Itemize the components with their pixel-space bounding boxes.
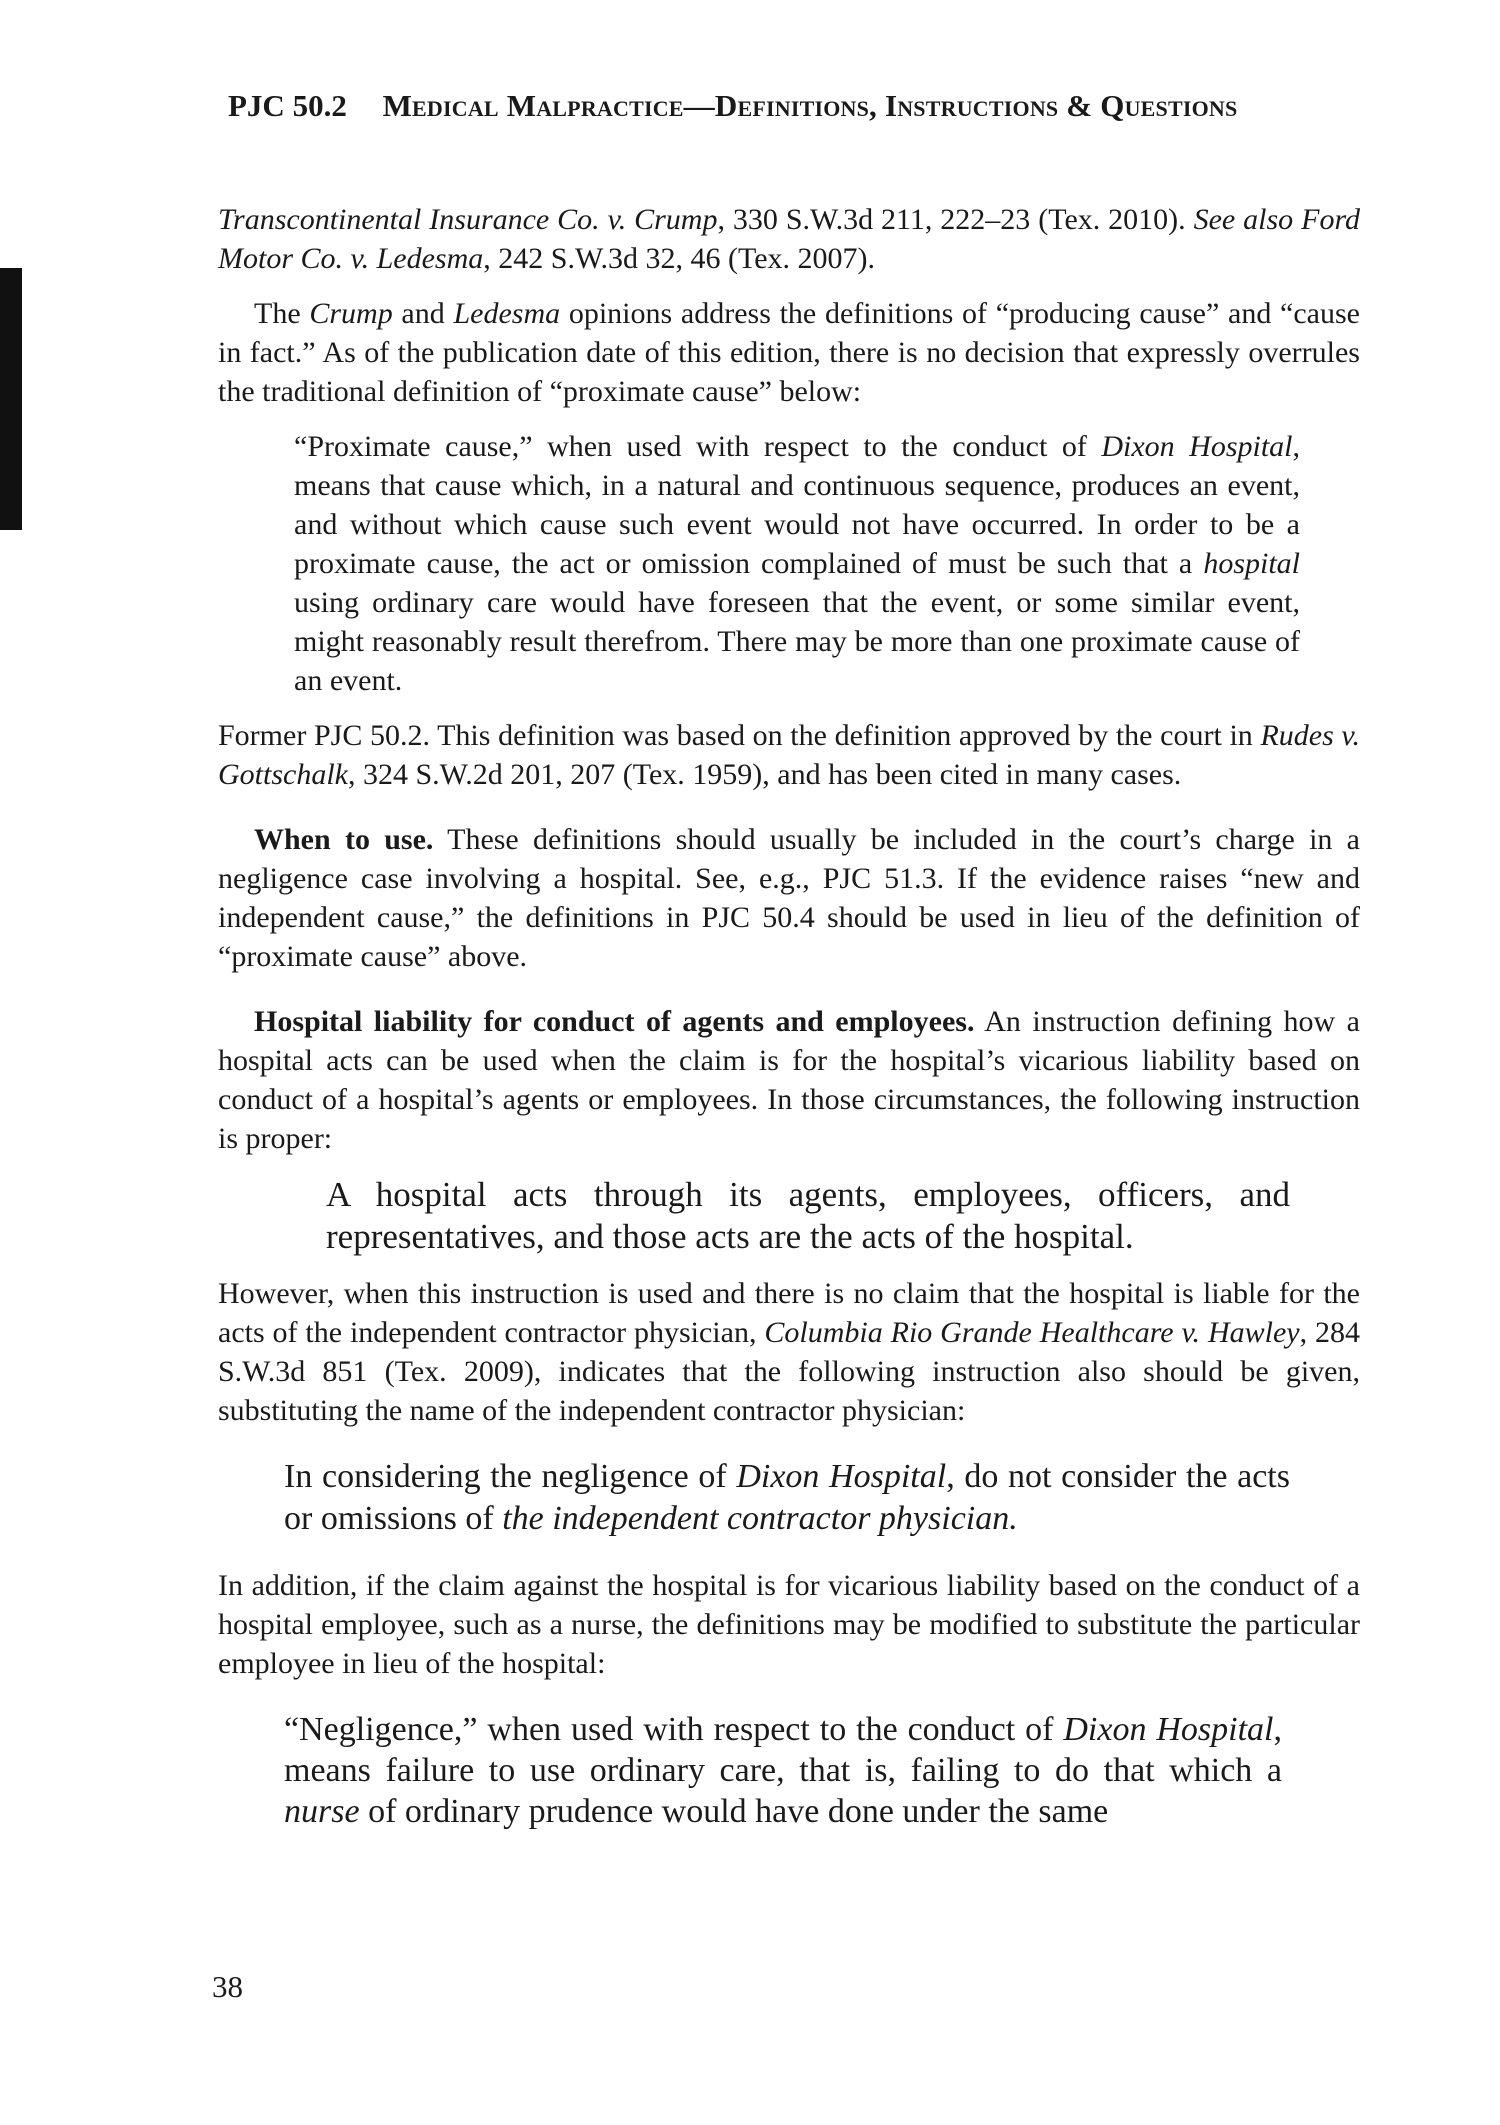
- header-title: Medical Malpractice—Definitions, Instructions & Questions: [382, 88, 1238, 123]
- case-citation: Transcontinental Insurance Co. v. Crump: [218, 203, 718, 236]
- party-type: nurse: [284, 1793, 360, 1830]
- party-type: the independent contractor physician.: [502, 1500, 1018, 1537]
- party-name: Dixon Hospital: [1063, 1711, 1274, 1748]
- agents-instruction: A hospital acts through its agents, employees, officers, and representatives, and those acts are the acts of the hospital.: [326, 1175, 1290, 1256]
- case-citation: Columbia Rio Grande Healthcare v. Hawley: [764, 1316, 1300, 1349]
- hospital-liability-paragraph: Hospital liability for conduct of agents and employees. An instruction defining how a hospital acts can be used when the claim is for the hospital’s vicarious liability based on conduct of a hospital’s agents or employees. In those circumstances, the following instruction is proper:: [218, 1005, 1360, 1155]
- case-citation: Ford Motor Co. v. Ledesma: [218, 203, 1361, 275]
- when-to-use-paragraph: When to use. These definitions should usually be included in the court’s charge in a negligence case involving a hospital. See, e.g., PJC 51.3. If the evidence raises “new and independent cause,” the definitions in PJC 50.4 should be used in lieu of the definition of “proximate cause” above.: [218, 823, 1360, 973]
- citation-text: , 242 S.W.3d 32, 46 (Tex. 2007).: [483, 242, 876, 275]
- revision-bar: [0, 268, 22, 530]
- citation-paragraph: [218, 200, 1360, 278]
- party-type: hospital: [1203, 547, 1300, 580]
- however-paragraph: However, when this instruction is used and there is no claim that the hospital is liable for the acts of the independent contractor physician, Columbia Rio Grande Healthcare v. Hawley, 284 S.W.3d 851 (Tex. 2009), indicates that the following instruction also should be given, substituting the name of the independent contractor physician:: [218, 1277, 1361, 1427]
- page-body: [218, 200, 1360, 1832]
- section-lead: When to use.: [254, 823, 434, 856]
- party-name: Dixon Hospital: [736, 1458, 947, 1495]
- party-name: Dixon Hospital: [1101, 430, 1293, 463]
- see-also-signal: See also: [1193, 203, 1294, 236]
- negligence-definition: “Negligence,” when used with respect to the conduct of Dixon Hospital, means failure to use ordinary care, that is, failing to do that which a nurse of ordinary prudence would have done under the same: [284, 1711, 1282, 1830]
- header-code: PJC 50.2: [228, 88, 347, 123]
- former-pjc-paragraph: Former PJC 50.2. This definition was based on the definition approved by the court in Rudes v. Gottschalk, 324 S.W.2d 201, 207 (Tex. 1959), and has been cited in many cases.: [218, 719, 1360, 791]
- case-name: Crump: [309, 297, 393, 330]
- considering-instruction: In considering the negligence of Dixon Hospital, do not consider the acts or omissions of the independent contractor physician.: [284, 1458, 1290, 1537]
- section-lead: Hospital liability for conduct of agents and employees.: [254, 1005, 975, 1038]
- case-name: Ledesma: [453, 297, 561, 330]
- page-number: 38: [212, 1969, 243, 2004]
- case-citation: Rudes v. Gottschalk: [218, 719, 1360, 791]
- proximate-cause-definition: “Proximate cause,” when used with respect to the conduct of Dixon Hospital, means that cause which, in a natural and continuous sequence, produces an event, and without which cause such event would not have occurred. In order to be a proximate cause, the act or omission complained of must be such that a hospital using ordinary care would have foreseen that the event, or some similar event, might reasonably result therefrom. There may be more than one proximate cause of an event.: [294, 430, 1300, 697]
- in-addition-paragraph: In addition, if the claim against the hospital is for vicarious liability based on the conduct of a hospital employee, such as a nurse, the definitions may be modified to substitute the particular employee in lieu of the hospital:: [218, 1569, 1360, 1680]
- crump-ledesma-paragraph: The Crump and Ledesma opinions address the definitions of “producing cause” and “cause in fact.” As of the publication date of this edition, there is no decision that expressly overrules the traditional definition of “proximate cause” below:: [218, 297, 1360, 408]
- citation-text: , 330 S.W.3d 211, 222–23 (Tex. 2010).: [717, 203, 1194, 236]
- running-header: [228, 86, 1378, 126]
